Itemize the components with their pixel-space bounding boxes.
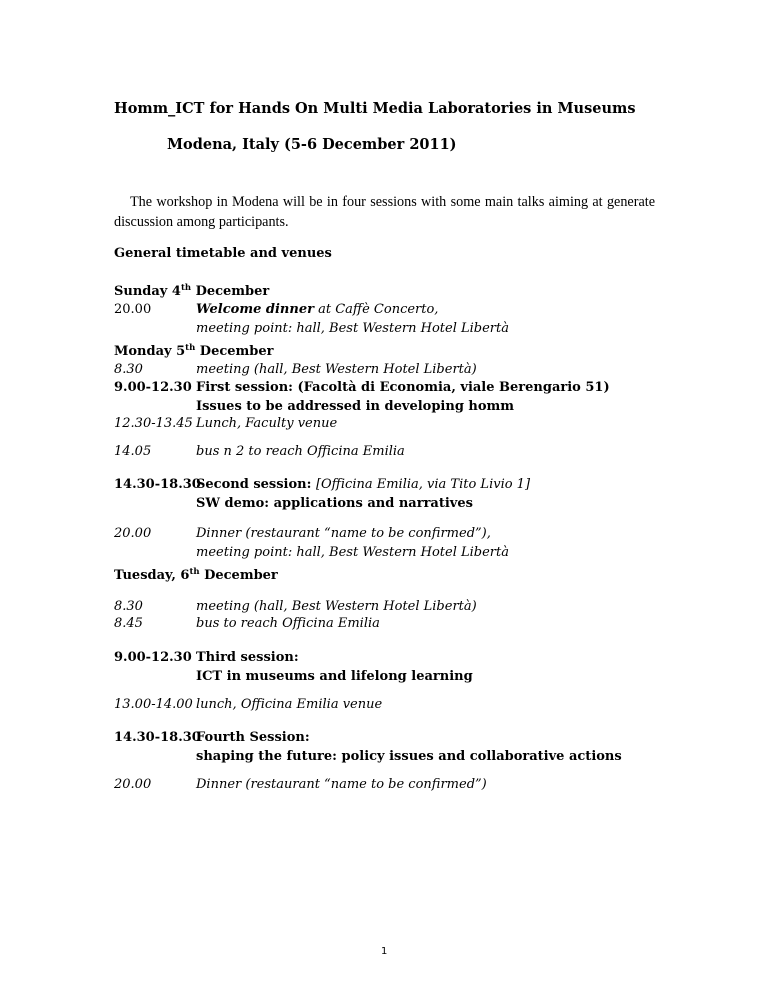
- item-time: 9.00-12.30: [114, 650, 192, 665]
- item-description: bus to reach Officina Emilia: [196, 616, 380, 631]
- item-time: 20.00: [114, 302, 152, 317]
- item-description: Third session: ICT in museums and lifelong learning: [196, 650, 473, 684]
- item-time: 13.00-14.00: [114, 697, 193, 712]
- item-description: Dinner (restaurant “name to be confirmed”): [196, 777, 487, 792]
- item-description: lunch, Officina Emilia venue: [196, 697, 383, 712]
- intro-paragraph: The workshop in Modena will be in four sessions with some main talks aiming at generate discussion among participants.: [114, 194, 655, 230]
- day-heading-tuesday: Tuesday, 6th December: [114, 567, 278, 583]
- item-time: 8.30: [114, 362, 143, 377]
- item-time: 20.00: [114, 777, 152, 792]
- item-description: First session: (Facoltà di Economia, viale Berengario 51) Issues to be addressed in developing homm: [196, 380, 610, 414]
- day-heading-monday: Monday 5th December: [114, 343, 274, 359]
- item-description: bus n 2 to reach Officina Emilia: [196, 444, 405, 459]
- item-description: Second session: [Officina Emilia, via Tito Livio 1] SW demo: applications and narratives: [196, 477, 531, 511]
- item-time: 8.45: [114, 616, 143, 631]
- section-heading: General timetable and venues: [114, 246, 332, 261]
- item-description: meeting (hall, Best Western Hotel Libertà): [196, 362, 477, 377]
- item-time: 8.30: [114, 599, 143, 614]
- item-description: Welcome dinner at Caffè Concerto, meeting point: hall, Best Western Hotel Libertà: [196, 302, 509, 336]
- document-subtitle: Modena, Italy (5-6 December 2011): [167, 136, 457, 153]
- day-heading-sunday: Sunday 4th December: [114, 283, 270, 299]
- item-time: 9.00-12.30: [114, 380, 192, 395]
- item-time: 14.05: [114, 444, 152, 459]
- item-description: Lunch, Faculty venue: [196, 416, 338, 431]
- item-time: 14.30-18.30: [114, 477, 201, 492]
- item-time: 20.00: [114, 526, 152, 541]
- item-description: meeting (hall, Best Western Hotel Libertà): [196, 599, 477, 614]
- item-description: Dinner (restaurant “name to be confirmed”), meeting point: hall, Best Western Hotel Libertà: [196, 526, 509, 560]
- item-time: 12.30-13.45: [114, 416, 193, 431]
- item-description: Fourth Session: shaping the future: policy issues and collaborative actions: [196, 730, 622, 764]
- item-time: 14.30-18.30: [114, 730, 201, 745]
- document-title: Homm_ICT for Hands On Multi Media Laboratories in Museums: [114, 100, 636, 117]
- page-number: 1: [381, 946, 388, 957]
